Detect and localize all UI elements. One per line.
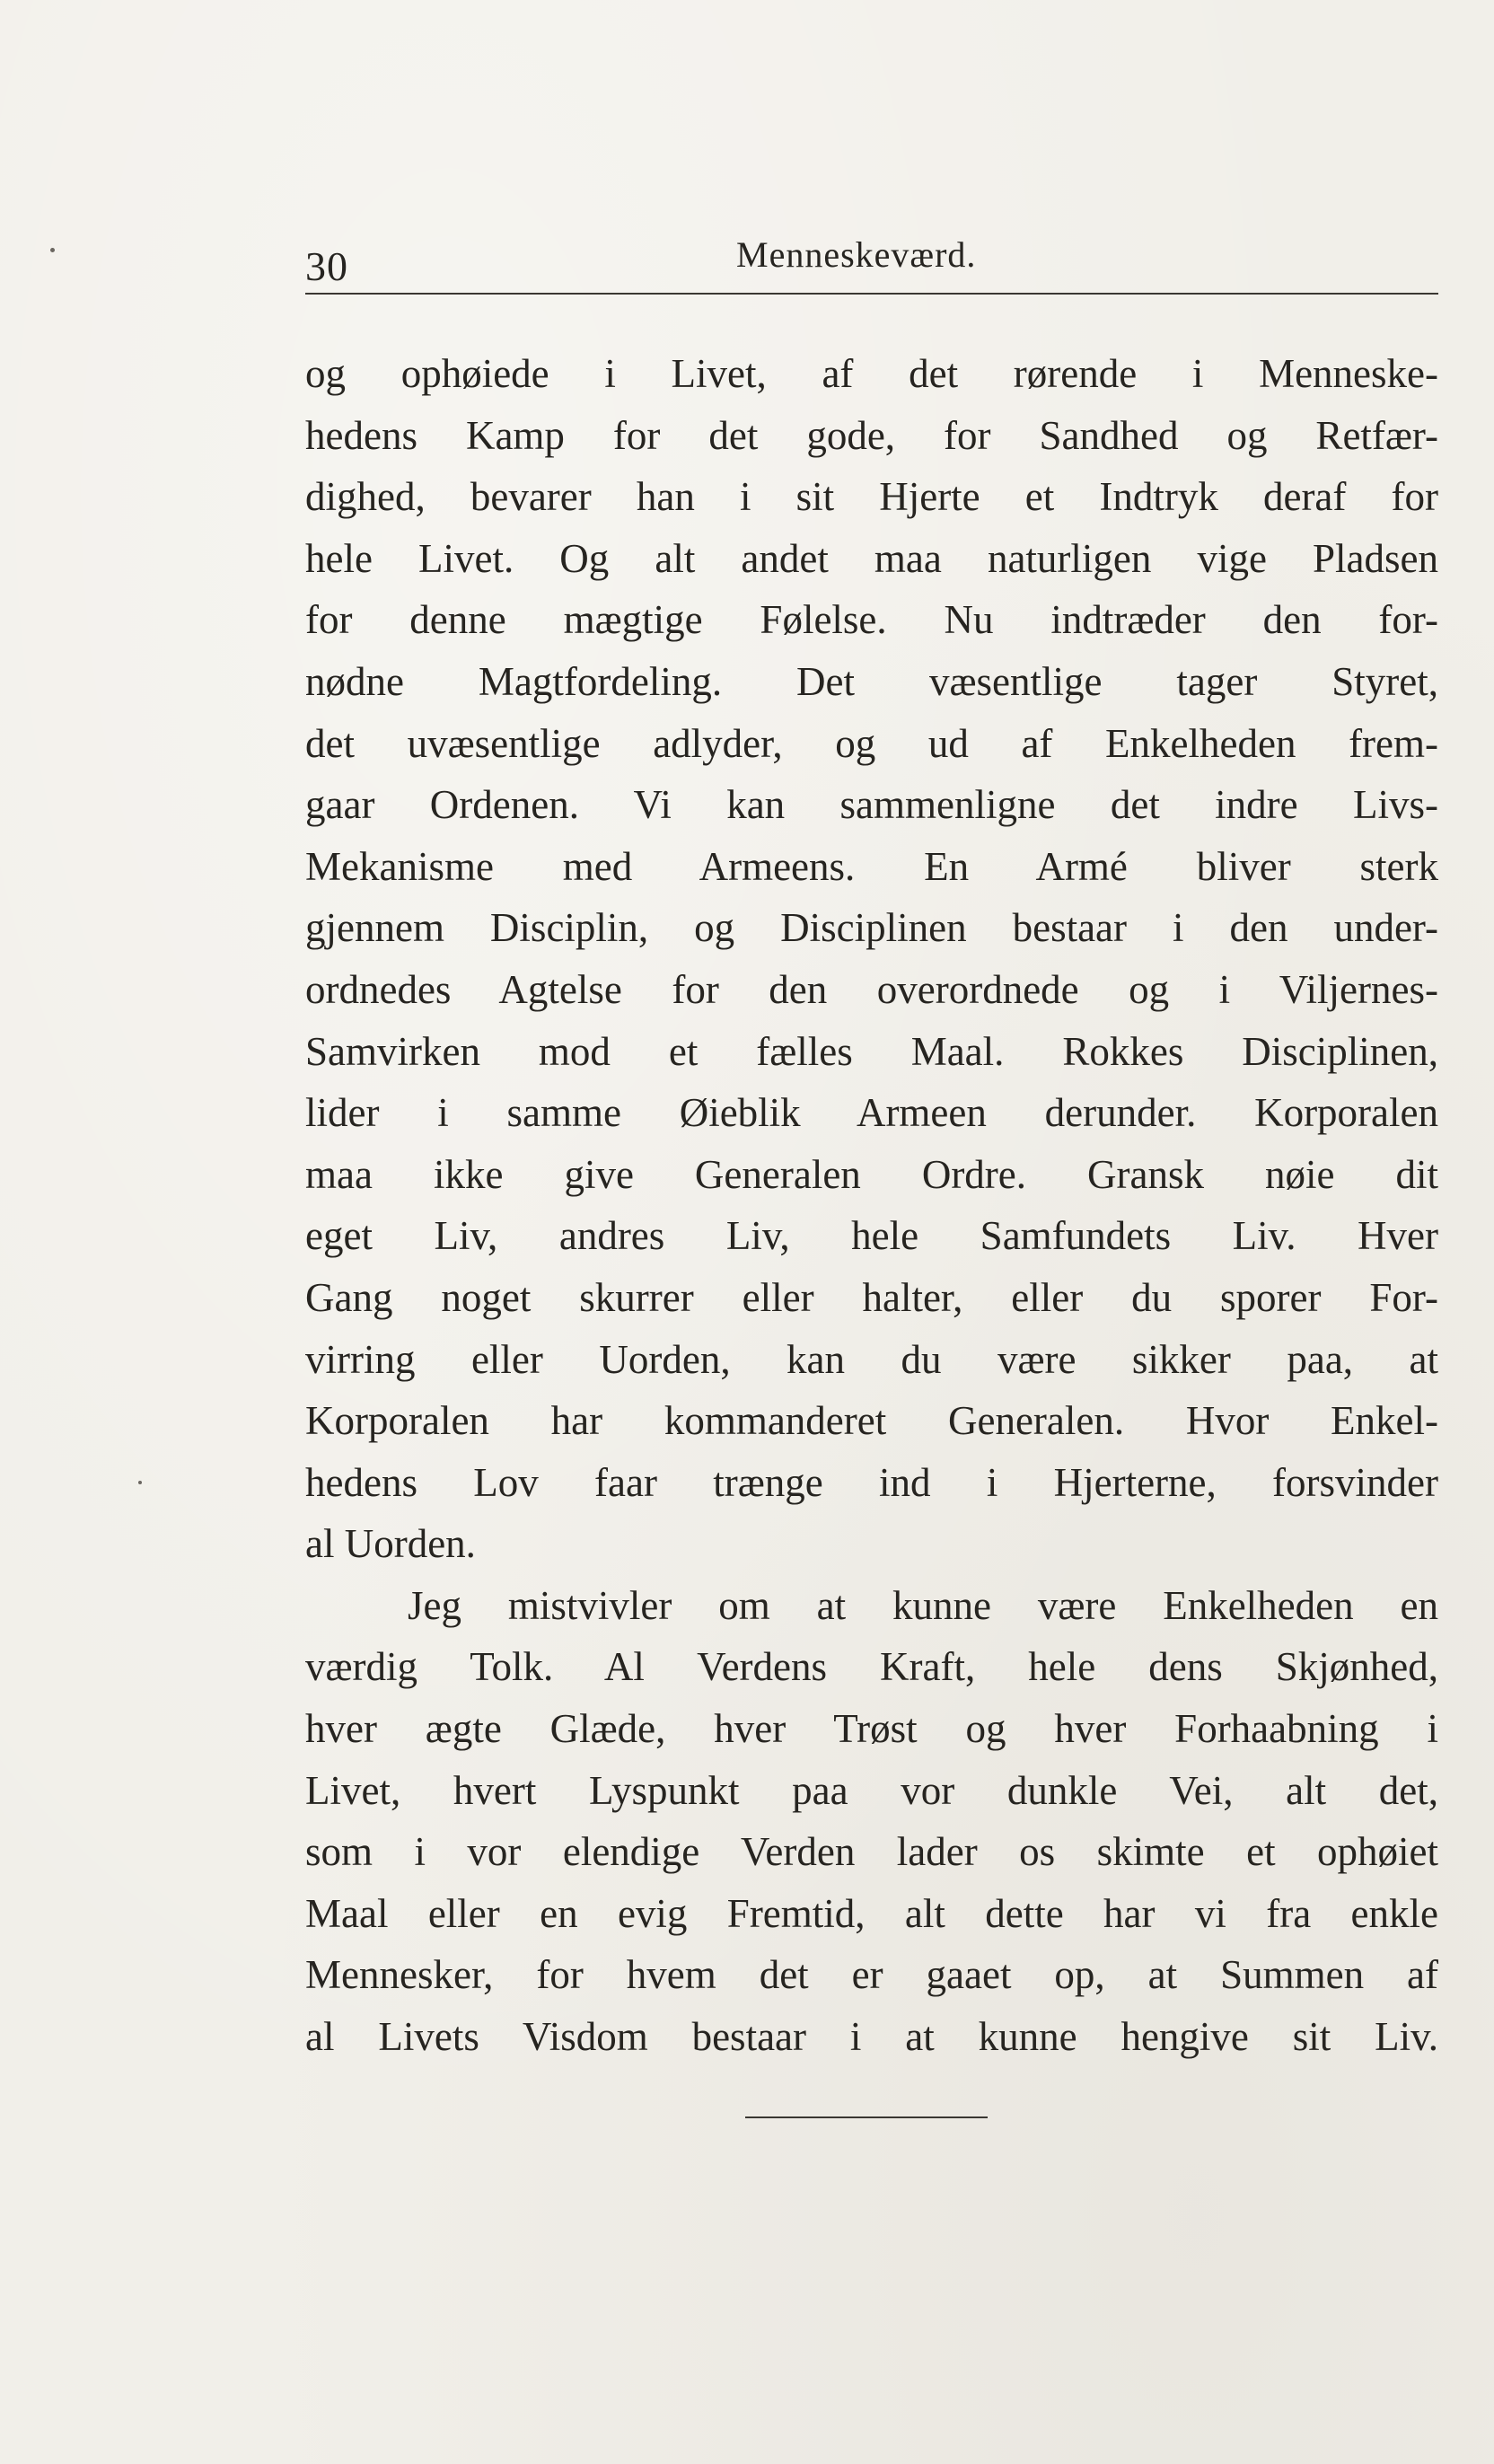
text-line: al Uorden.: [305, 1521, 476, 1567]
text-line: Samvirken mod et fælles Maal. Rokkes Disciplinen,: [305, 1028, 1438, 1074]
paragraph-1: [305, 343, 1438, 1575]
text-line: eget Liv, andres Liv, hele Samfundets Liv. Hver: [305, 1213, 1438, 1259]
body-text: [305, 343, 1438, 2068]
text-line: al Livets Visdom bestaar i at kunne hengive sit Liv.: [305, 2014, 1438, 2060]
text-line: hver ægte Glæde, hver Trøst og hver Forhaabning i: [305, 1706, 1438, 1752]
text-line: det uvæsentlige adlyder, og ud af Enkelheden frem-: [305, 720, 1438, 766]
text-line: hedens Lov faar trænge ind i Hjerterne, forsvinder: [305, 1459, 1438, 1505]
text-line: og ophøiede i Livet, af det rørende i Menneske-: [305, 351, 1438, 396]
text-line: Livet, hvert Lyspunkt paa vor dunkle Vei, alt det,: [305, 1767, 1438, 1813]
text-line: værdig Tolk. Al Verdens Kraft, hele dens Skjønhed,: [305, 1644, 1438, 1690]
text-line: for denne mægtige Følelse. Nu indtræder den for-: [305, 597, 1438, 643]
text-line: Mekanisme med Armeens. En Armé bliver sterk: [305, 843, 1438, 889]
text-line: Mennesker, for hvem det er gaaet op, at Summen af: [305, 1952, 1438, 1998]
text-line: gjennem Disciplin, og Disciplinen bestaar i den under-: [305, 905, 1438, 951]
paper-speck: [138, 1481, 142, 1484]
header-rule: [305, 293, 1438, 295]
paper-speck: [50, 248, 55, 252]
text-line: Jeg mistvivler om at kunne være Enkelheden en: [408, 1582, 1438, 1628]
text-line: hedens Kamp for det gode, for Sandhed og Retfær-: [305, 412, 1438, 458]
text-line: Korporalen har kommanderet Generalen. Hvor Enkel-: [305, 1398, 1438, 1444]
text-line: hele Livet. Og alt andet maa naturligen vige Pladsen: [305, 535, 1438, 581]
running-title: Menneskeværd.: [736, 234, 977, 275]
text-line: dighed, bevarer han i sit Hjerte et Indtryk deraf for: [305, 474, 1438, 520]
paragraph-2: [305, 1575, 1438, 2068]
text-line: lider i samme Øieblik Armeen derunder. Korporalen: [305, 1090, 1438, 1136]
text-line: ordnedes Agtelse for den overordnede og i Viljernes-: [305, 966, 1438, 1012]
end-rule: [745, 2116, 988, 2118]
text-line: Maal eller en evig Fremtid, alt dette har vi fra enkle: [305, 1890, 1438, 1936]
page-number: 30: [305, 243, 348, 289]
text-line: som i vor elendige Verden lader os skimte et ophøiet: [305, 1829, 1438, 1875]
text-line: gaar Ordenen. Vi kan sammenligne det indre Livs-: [305, 782, 1438, 828]
text-line: nødne Magtfordeling. Det væsentlige tager Styret,: [305, 658, 1438, 704]
text-line: maa ikke give Generalen Ordre. Gransk nøie dit: [305, 1151, 1438, 1197]
text-line: Gang noget skurrer eller halter, eller du sporer For-: [305, 1274, 1438, 1320]
running-head: [305, 224, 1438, 287]
text-line: virring eller Uorden, kan du være sikker paa, at: [305, 1336, 1438, 1382]
